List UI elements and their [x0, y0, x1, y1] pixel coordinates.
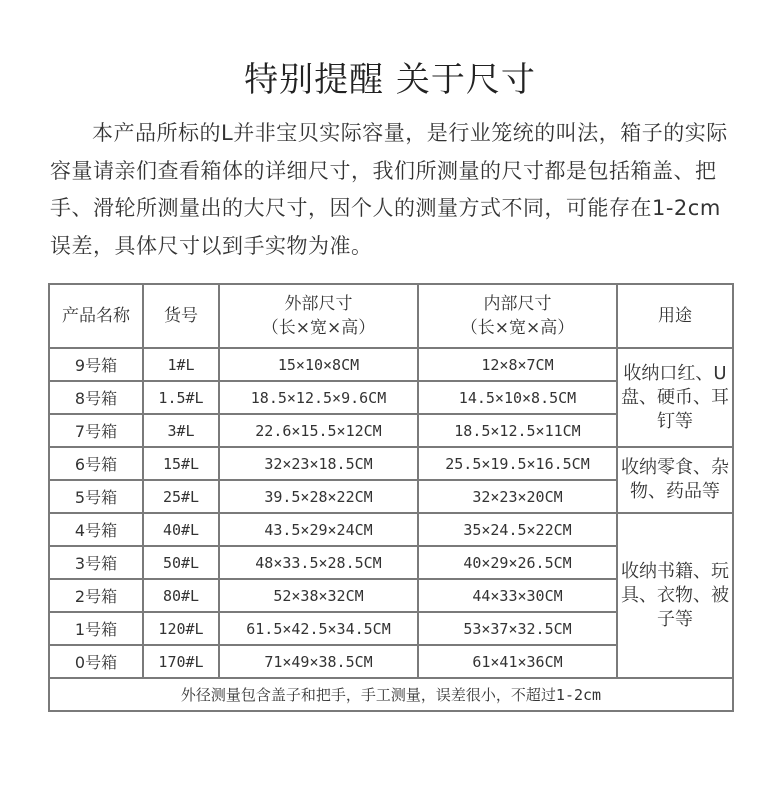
notice-paragraph: 本产品所标的L并非宝贝实际容量，是行业笼统的叫法，箱子的实际容量请亲们查看箱体的详细尺寸，我们所测量的尺寸都是包括箱盖、把手、滑轮所测量出的大尺寸，因个人的测量方式不同，可能存在1-2cm误差，具体尺寸以到手实物为准。: [50, 121, 728, 258]
cell-outer-size: 39.5×28×22CM: [219, 480, 418, 513]
cell-product-name: 3号箱: [49, 546, 143, 579]
cell-inner-size: 32×23×20CM: [418, 480, 617, 513]
cell-usage: 收纳零食、杂物、药品等: [617, 447, 733, 513]
cell-outer-size: 15×10×8CM: [219, 348, 418, 381]
cell-product-name: 7号箱: [49, 414, 143, 447]
table-row: [49, 513, 733, 546]
cell-item-code: 170#L: [143, 645, 219, 678]
cell-product-name: 2号箱: [49, 579, 143, 612]
header-inner-title: 内部尺寸: [483, 294, 552, 314]
cell-outer-size: 18.5×12.5×9.6CM: [219, 381, 418, 414]
cell-outer-size: 71×49×38.5CM: [219, 645, 418, 678]
cell-inner-size: 35×24.5×22CM: [418, 513, 617, 546]
cell-usage: 收纳口红、U盘、硬币、耳钉等: [617, 348, 733, 447]
cell-inner-size: 12×8×7CM: [418, 348, 617, 381]
cell-inner-size: 53×37×32.5CM: [418, 612, 617, 645]
cell-product-name: 9号箱: [49, 348, 143, 381]
cell-item-code: 25#L: [143, 480, 219, 513]
cell-inner-size: 40×29×26.5CM: [418, 546, 617, 579]
cell-item-code: 3#L: [143, 414, 219, 447]
cell-item-code: 120#L: [143, 612, 219, 645]
table-row: [49, 447, 733, 480]
cell-product-name: 4号箱: [49, 513, 143, 546]
header-inner-size: [418, 284, 617, 348]
cell-outer-size: 48×33.5×28.5CM: [219, 546, 418, 579]
table-row: [49, 348, 733, 381]
cell-inner-size: 18.5×12.5×11CM: [418, 414, 617, 447]
header-product-name: 产品名称: [49, 284, 143, 348]
table-footer-note: 外径测量包含盖子和把手，手工测量，误差很小，不超过1-2cm: [49, 678, 733, 711]
cell-product-name: 8号箱: [49, 381, 143, 414]
cell-inner-size: 61×41×36CM: [418, 645, 617, 678]
header-usage: 用途: [617, 284, 733, 348]
cell-product-name: 0号箱: [49, 645, 143, 678]
cell-item-code: 80#L: [143, 579, 219, 612]
cell-inner-size: 25.5×19.5×16.5CM: [418, 447, 617, 480]
header-outer-sub: （长×宽×高）: [261, 318, 376, 338]
cell-outer-size: 43.5×29×24CM: [219, 513, 418, 546]
page-title: 特别提醒 关于尺寸: [244, 60, 536, 100]
cell-product-name: 1号箱: [49, 612, 143, 645]
cell-outer-size: 61.5×42.5×34.5CM: [219, 612, 418, 645]
table-footer-row: [49, 678, 733, 711]
cell-item-code: 15#L: [143, 447, 219, 480]
cell-inner-size: 14.5×10×8.5CM: [418, 381, 617, 414]
table-header-row: [49, 284, 733, 348]
cell-usage: 收纳书籍、玩具、衣物、被子等: [617, 513, 733, 678]
cell-outer-size: 32×23×18.5CM: [219, 447, 418, 480]
size-table: [48, 283, 734, 712]
cell-product-name: 5号箱: [49, 480, 143, 513]
cell-item-code: 50#L: [143, 546, 219, 579]
header-outer-size: [219, 284, 418, 348]
cell-product-name: 6号箱: [49, 447, 143, 480]
header-outer-title: 外部尺寸: [284, 294, 353, 314]
cell-item-code: 1#L: [143, 348, 219, 381]
cell-outer-size: 52×38×32CM: [219, 579, 418, 612]
cell-item-code: 1.5#L: [143, 381, 219, 414]
cell-outer-size: 22.6×15.5×12CM: [219, 414, 418, 447]
cell-inner-size: 44×33×30CM: [418, 579, 617, 612]
header-item-code: 货号: [143, 284, 219, 348]
header-inner-sub: （长×宽×高）: [460, 318, 575, 338]
cell-item-code: 40#L: [143, 513, 219, 546]
